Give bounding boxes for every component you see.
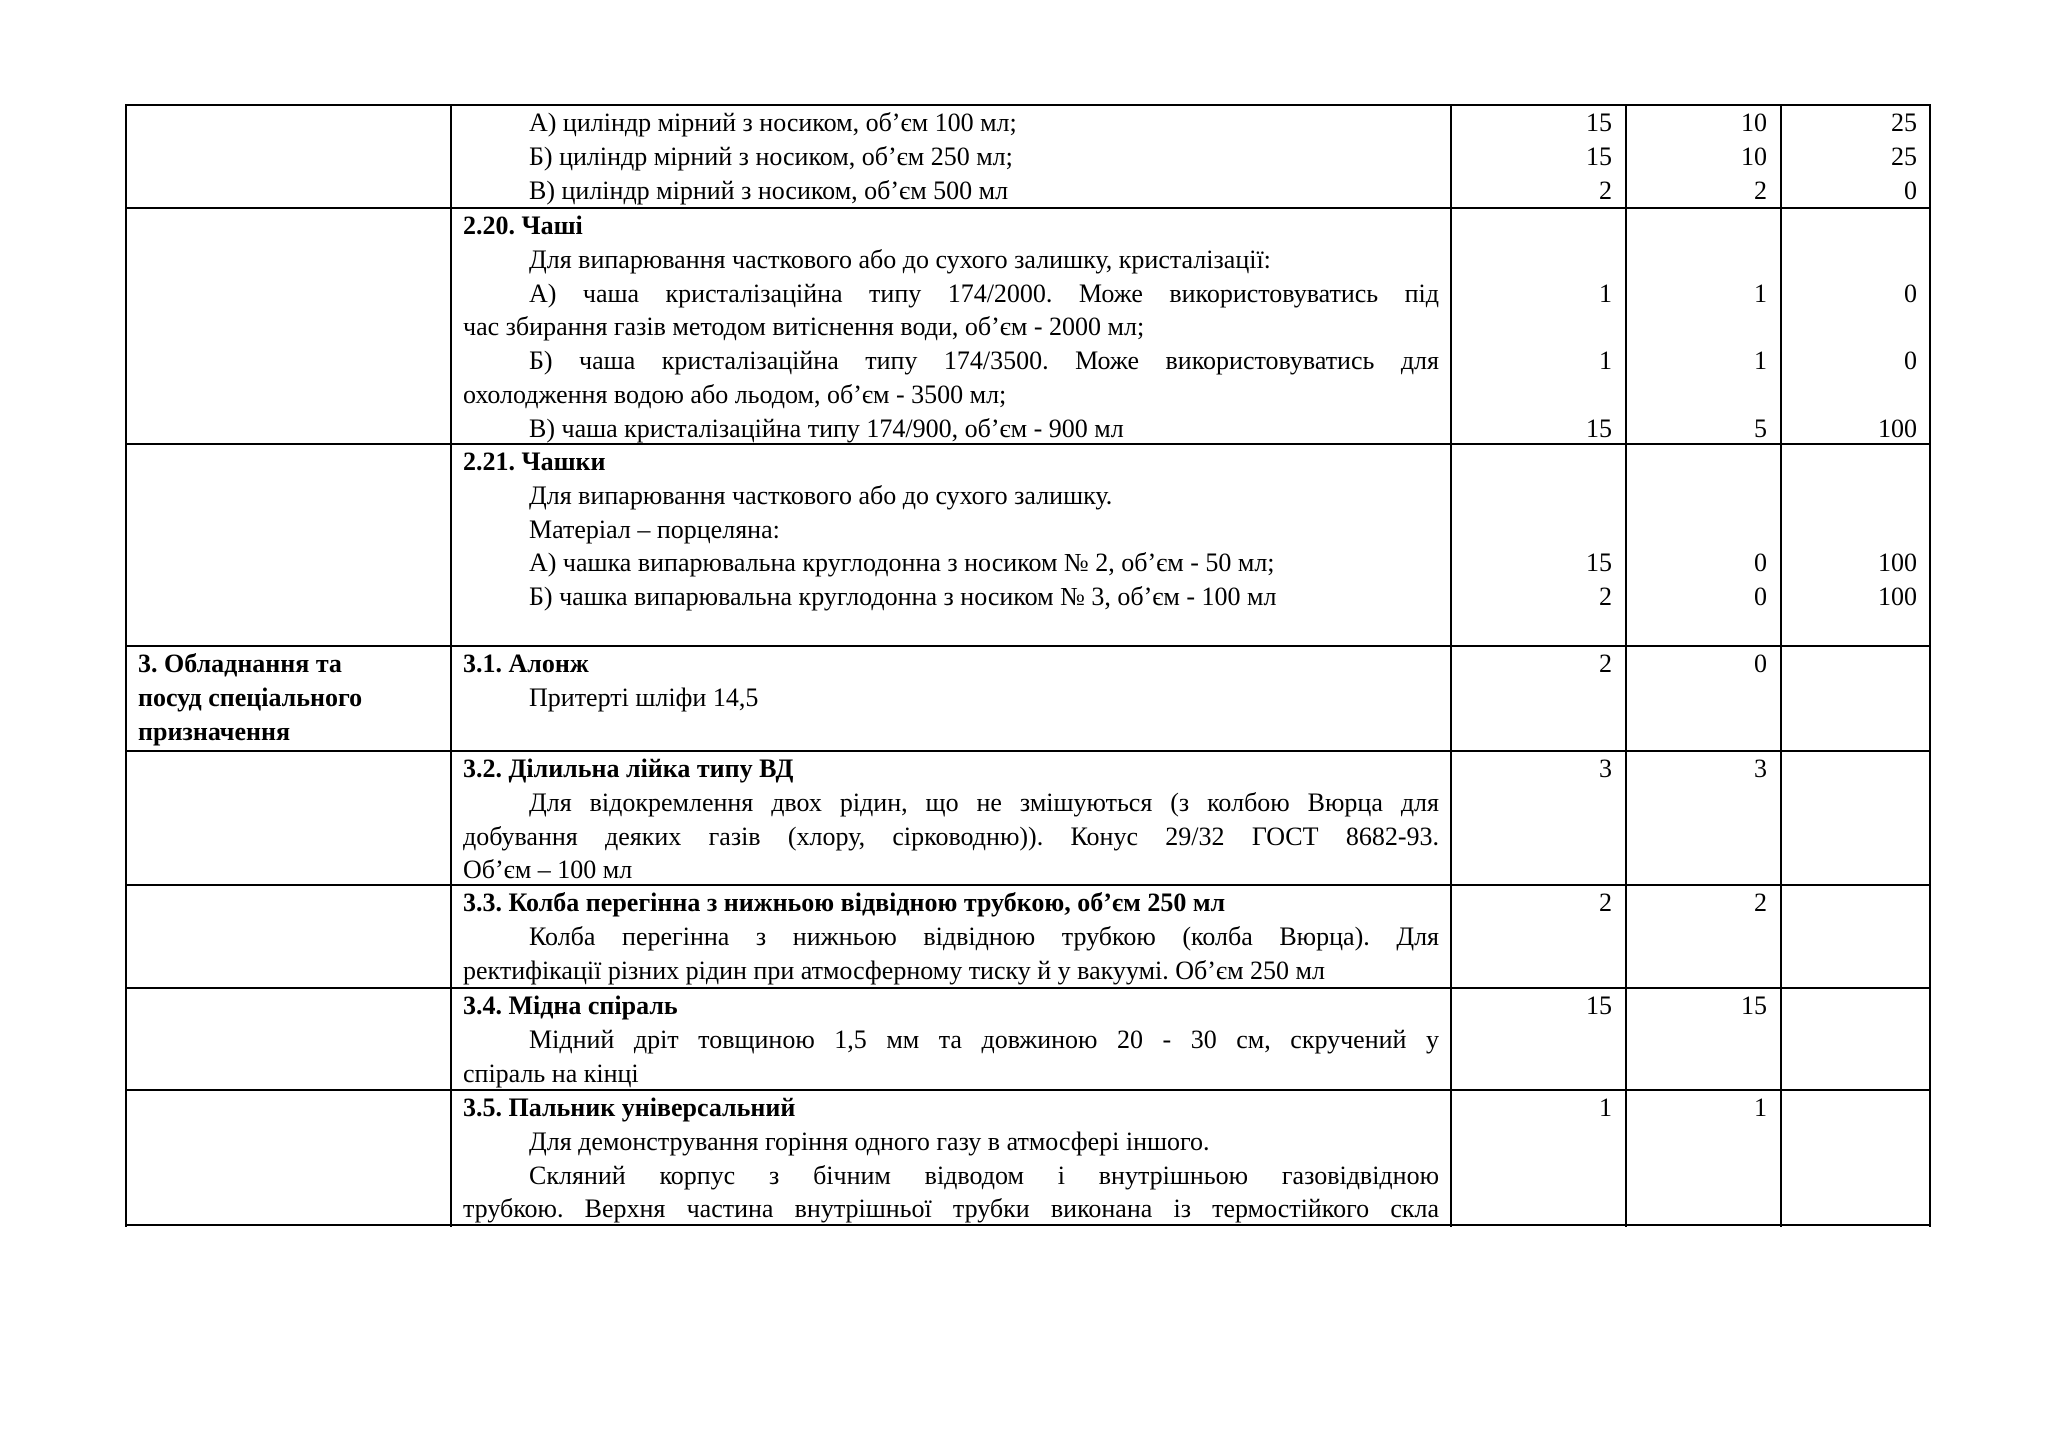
quantity-cell: 1: [1599, 346, 1612, 376]
table-border-horizontal: [125, 645, 1931, 647]
quantity-cell: 0: [1754, 649, 1767, 678]
table-border-vertical: [1780, 105, 1782, 1227]
section-title: посуд спеціального: [138, 682, 363, 712]
table-border-vertical: [1625, 105, 1627, 1227]
item-description-line: В) циліндр мірний з носиком, об’єм 500 мл: [529, 175, 1009, 205]
item-description-line: Для демонстрування горіння одного газу в атмосфері іншого.: [529, 1126, 1210, 1156]
quantity-cell: 15: [1741, 991, 1767, 1020]
item-description-line: Б) чаша кристалізаційна типу 174/3500. Може використовуватись для: [529, 346, 1439, 376]
quantity-cell: 15: [1586, 548, 1612, 578]
table-border-horizontal: [125, 1089, 1931, 1091]
item-description-line: Колба перегінна з нижньою відвідною трубкою (колба Вюрца). Для: [529, 921, 1439, 951]
item-description-line: Скляний корпус з бічним відводом і внутрішньою газовідвідною: [529, 1160, 1439, 1190]
item-description-line: В) чаша кристалізаційна типу 174/900, об’єм - 900 мл: [529, 413, 1124, 443]
quantity-cell: 15: [1586, 991, 1612, 1020]
item-description-line: Об’єм – 100 мл: [463, 855, 633, 885]
quantity-cell: 100: [1878, 548, 1917, 578]
item-heading: 3.5. Пальник універсальний: [463, 1093, 796, 1122]
item-description-line: трубкою. Верхня частина внутрішньої трубки виконана із термостійкого скла: [463, 1194, 1439, 1224]
table-border-vertical: [1929, 105, 1931, 1227]
item-description-line: Для випарювання часткового або до сухого залишку.: [529, 480, 1113, 510]
quantity-cell: 0: [1904, 278, 1917, 308]
quantity-cell: 15: [1586, 108, 1612, 137]
quantity-cell: 2: [1599, 582, 1612, 612]
section-title: призначення: [138, 716, 291, 746]
item-heading: 3.2. Ділильна лійка типу ВД: [463, 754, 794, 783]
quantity-cell: 0: [1904, 175, 1917, 205]
quantity-cell: 10: [1741, 141, 1767, 171]
table-border-vertical: [450, 105, 452, 1227]
quantity-cell: 1: [1599, 278, 1612, 308]
item-heading: 3.4. Мідна спіраль: [463, 991, 678, 1020]
item-description-line: спіраль на кінці: [463, 1058, 639, 1088]
quantity-cell: 1: [1754, 346, 1767, 376]
item-description-line: А) чаша кристалізаційна типу 174/2000. Може використовуватись під: [529, 278, 1439, 308]
table-border-horizontal: [125, 207, 1931, 209]
table-border-horizontal: [125, 987, 1931, 989]
table-border-vertical: [1450, 105, 1452, 1227]
quantity-cell: 2: [1599, 649, 1612, 678]
item-description-line: А) циліндр мірний з носиком, об’єм 100 мл;: [529, 108, 1017, 137]
section-title: 3. Обладнання та: [138, 649, 342, 678]
quantity-cell: 1: [1754, 1093, 1767, 1122]
table-border-horizontal: [125, 884, 1931, 886]
table-border-horizontal: [125, 104, 1931, 106]
quantity-cell: 100: [1878, 582, 1917, 612]
quantity-cell: 2: [1754, 175, 1767, 205]
item-description-line: Матеріал – порцеляна:: [529, 514, 780, 544]
quantity-cell: 15: [1586, 413, 1612, 443]
item-description-line: Мідний дріт товщиною 1,5 мм та довжиною 20 - 30 см, скручений у: [529, 1024, 1439, 1054]
quantity-cell: 5: [1754, 413, 1767, 443]
quantity-cell: 0: [1754, 582, 1767, 612]
item-description-line: Б) циліндр мірний з носиком, об’єм 250 мл;: [529, 141, 1013, 171]
item-heading: 3.1. Алонж: [463, 649, 589, 678]
item-description-line: А) чашка випарювальна круглодонна з носиком № 2, об’єм - 50 мл;: [529, 548, 1275, 578]
table-border-vertical: [125, 105, 127, 1227]
item-description-line: Для відокремлення двох рідин, що не змішуються (з колбою Вюрца для: [529, 787, 1439, 817]
item-description-line: Б) чашка випарювальна круглодонна з носиком № 3, об’єм - 100 мл: [529, 582, 1277, 612]
quantity-cell: 2: [1754, 888, 1767, 917]
item-heading: 3.3. Колба перегінна з нижньою відвідною трубкою, об’єм 250 мл: [463, 888, 1226, 917]
quantity-cell: 100: [1878, 413, 1917, 443]
quantity-cell: 2: [1599, 888, 1612, 917]
quantity-cell: 1: [1599, 1093, 1612, 1122]
item-description-line: час збирання газів методом витіснення води, об’єм - 2000 мл;: [463, 312, 1145, 342]
quantity-cell: 15: [1586, 141, 1612, 171]
quantity-cell: 10: [1741, 108, 1767, 137]
item-heading: 2.20. Чаші: [463, 211, 583, 240]
quantity-cell: 3: [1599, 754, 1612, 783]
quantity-cell: 3: [1754, 754, 1767, 783]
item-description-line: добування деяких газів (хлору, сірководню)). Конус 29/32 ГОСТ 8682-93.: [463, 821, 1439, 851]
item-description-line: Притерті шліфи 14,5: [529, 682, 759, 712]
item-heading: 2.21. Чашки: [463, 447, 606, 476]
quantity-cell: 25: [1891, 141, 1917, 171]
quantity-cell: 0: [1754, 548, 1767, 578]
item-description-line: ректифікації різних рідин при атмосферному тиску й у вакуумі. Об’єм 250 мл: [463, 955, 1325, 985]
quantity-cell: 2: [1599, 175, 1612, 205]
table-border-horizontal: [125, 750, 1931, 752]
item-description-line: Для випарювання часткового або до сухого залишку, кристалізації:: [529, 244, 1271, 274]
quantity-cell: 0: [1904, 346, 1917, 376]
item-description-line: охолодження водою або льодом, об’єм - 3500 мл;: [463, 380, 1007, 409]
quantity-cell: 1: [1754, 278, 1767, 308]
quantity-cell: 25: [1891, 108, 1917, 137]
